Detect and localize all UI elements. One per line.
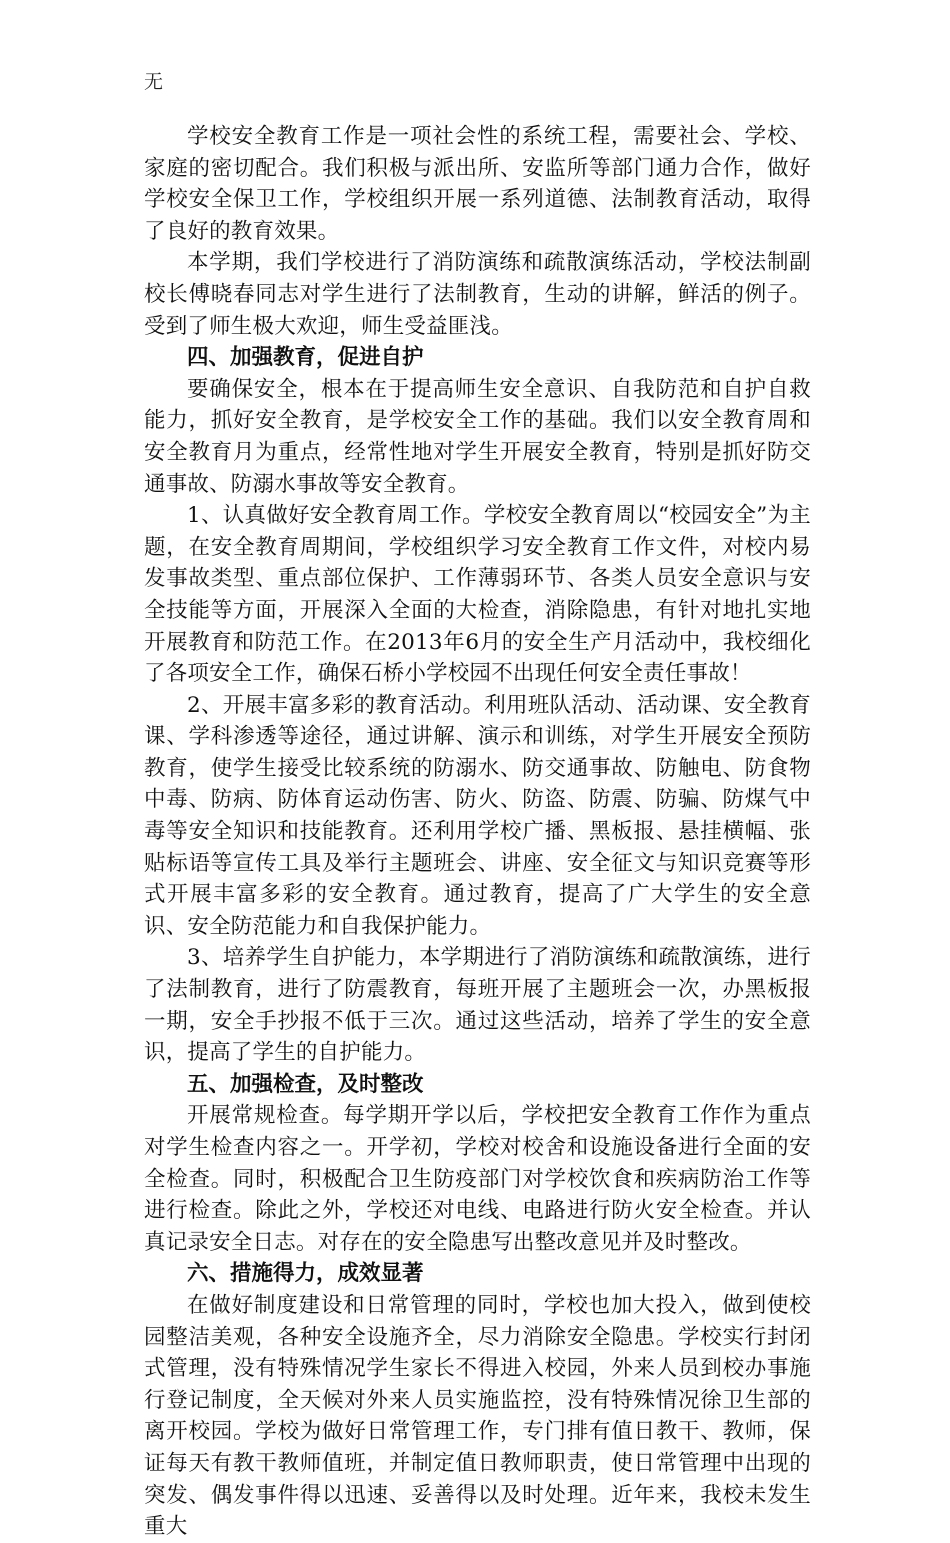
paragraph-item-1: 1、认真做好安全教育周工作。学校安全教育周以“校园安全”为主题，在安全教育周期间，学校组织学习安全教育工作文件，对校内易发事故类型、重点部位保护、工作薄弱环节、各类人员安全意识与安全技能等方面，开展深入全面的大检查，消除隐患，有针对地扎实地开展教育和防范工作。在2013年6月的安全生产月活动中，我校细化了各项安全工作，确保石桥小学校园不出现任何安全责任事故！ [144,503,811,687]
paragraph-item-3: 3、培养学生自护能力，本学期进行了消防演练和疏散演练，进行了法制教育，进行了防震教育，每班开展了主题班会一次，办黑板报一期，安全手抄报不低于三次。通过这些活动，培养了学生的安全意识，提高了学生的自护能力。 [144,945,811,1066]
paragraph-drills: 本学期，我们学校进行了消防演练和疏散演练活动，学校法制副校长傅晓春同志对学生进行了法制教育，生动的讲解，鲜活的例子。受到了师生极大欢迎，师生受益匪浅。 [144,250,811,339]
paragraph-measures: 在做好制度建设和日常管理的同时，学校也加大投入，做到使校园整洁美观，各种安全设施齐全，尽力消除安全隐患。学校实行封闭式管理，没有特殊情况学生家长不得进入校园，外来人员到校办事施行登记制度，全天候对外来人员实施监控，没有特殊情况徐卫生部的离开校园。学校为做好日常管理工作，专门排有值日教干、教师，保证每天有教干教师值班，并制定值日教师职责，使日常管理中出现的突发、偶发事件得以迅速、妥善得以及时处理。近年来，我校未发生重大 [144,1292,811,1540]
paragraph-item-2: 2、开展丰富多彩的教育活动。利用班队活动、活动课、安全教育课、学科渗透等途径，通过讲解、演示和训练，对学生开展安全预防教育，使学生接受比较系统的防溺水、防交通事故、防触电、防食物中毒、防病、防体育运动伤害、防火、防盗、防震、防骗、防煤气中毒等安全知识和技能教育。还利用学校广播、黑板报、悬挂横幅、张贴标语等宣传工具及举行主题班会、讲座、安全征文与知识竞赛等形式开展丰富多彩的安全教育。通过教育，提高了广大学生的安全意识、安全防范能力和自我保护能力。 [144,692,811,939]
section-heading-measures: 六、措施得力，成效显著 [187,1261,424,1287]
section-heading-inspection: 五、加强检查，及时整改 [187,1071,424,1097]
paragraph-cooperation: 学校安全教育工作是一项社会性的系统工程，需要社会、学校、家庭的密切配合。我们积极与派出所、安监所等部门通力合作，做好学校安全保卫工作，学校组织开展一系列道德、法制教育活动，取得了良好的教育效果。 [144,124,811,244]
page-header: 无 [144,71,164,93]
document-body [144,121,811,1543]
paragraph-safety-awareness: 要确保安全，根本在于提高师生安全意识、自我防范和自护自救能力，抓好安全教育，是学校安全工作的基础。我们以安全教育周和安全教育月为重点，经常性地对学生开展安全教育，特别是抓好防交通事故、防溺水事故等安全教育。 [144,376,811,497]
paragraph-inspection: 开展常规检查。每学期开学以后，学校把安全教育工作作为重点对学生检查内容之一。开学初，学校对校舍和设施设备进行全面的安全检查。同时，积极配合卫生防疫部门对学校饮食和疾病防治工作等进行检查。除此之外，学校还对电线、电路进行防火安全检查。并认真记录安全日志。对存在的安全隐患写出整改意见并及时整改。 [144,1103,811,1255]
section-heading-education: 四、加强教育，促进自护 [187,345,424,371]
